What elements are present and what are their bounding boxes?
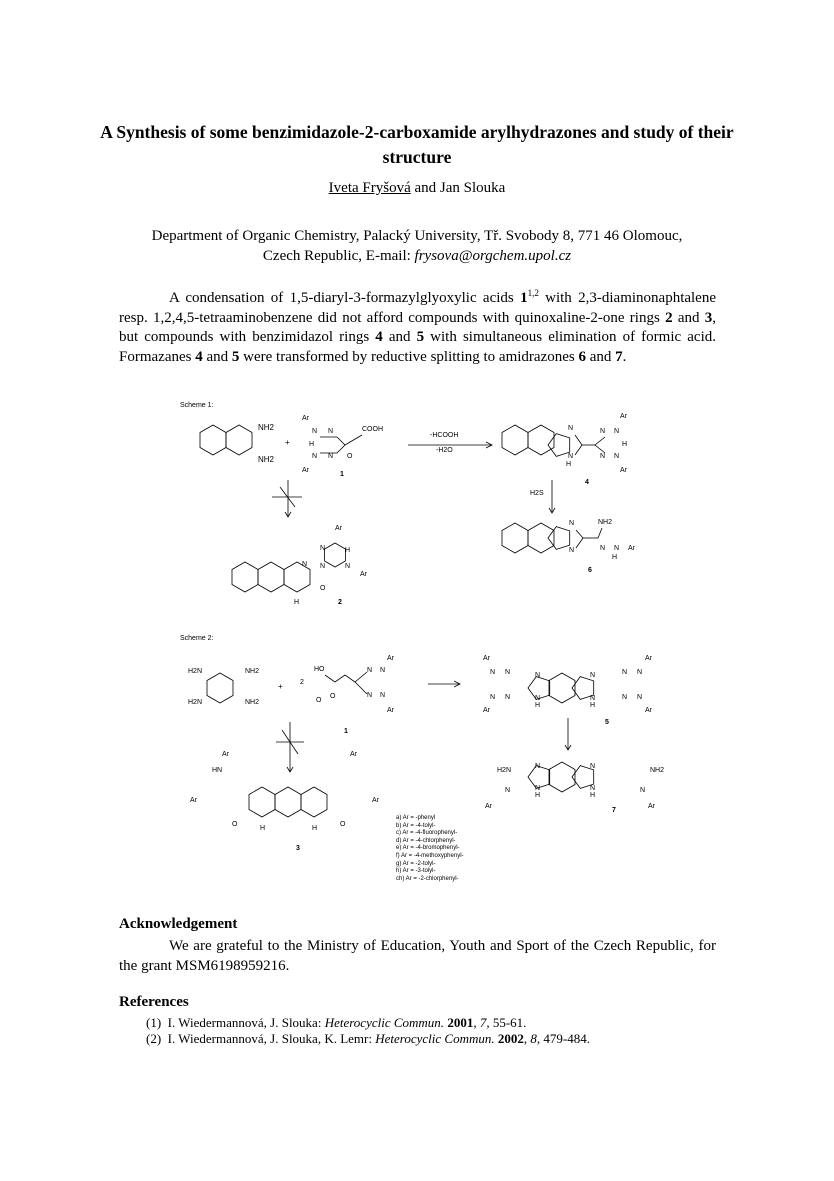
ring (232, 562, 258, 592)
svg-text:N: N (637, 669, 643, 676)
author-1: Iveta Fryšová (328, 180, 411, 196)
author-2: Jan Slouka (439, 180, 506, 196)
scheme1-label: Scheme 1: (180, 402, 214, 409)
svg-text:N: N (637, 694, 643, 701)
reagent-label: -H2O (436, 447, 453, 454)
ring (549, 673, 575, 703)
svg-text:N: N (569, 547, 575, 554)
svg-text:N: N (535, 785, 541, 792)
compound-number: 1 (344, 728, 348, 735)
svg-text:N: N (568, 453, 574, 460)
svg-text:+: + (278, 682, 283, 691)
svg-text:N: N (328, 428, 334, 435)
svg-text:Ar: Ar (350, 751, 357, 758)
svg-text:N: N (312, 428, 318, 435)
legend-item: e) Ar = -4-bromophenyl- (396, 845, 460, 852)
ring (200, 425, 226, 455)
ar-substituent-legend (396, 815, 464, 883)
ring (528, 523, 554, 553)
svg-text:Ar: Ar (485, 803, 492, 810)
reference-item: (2) I. Wiedermannová, J. Slouka, K. Lemr: Heterocyclic Commun. 2002, 8, 479-484. (146, 1031, 590, 1046)
label-ar: Ar (302, 467, 309, 474)
legend-item: f) Ar = -4-methoxyphenyl- (396, 852, 464, 859)
ring (258, 562, 284, 592)
svg-text:Ar: Ar (620, 467, 627, 474)
svg-text:N: N (505, 669, 511, 676)
svg-text:H: H (590, 702, 596, 709)
compound-number: 1 (340, 471, 344, 478)
svg-text:Ar: Ar (483, 707, 490, 714)
svg-text:N: N (614, 428, 620, 435)
ring-structures (200, 425, 594, 817)
svg-text:N: N (320, 545, 326, 552)
references-heading: References (119, 994, 189, 1010)
svg-text:H: H (312, 825, 318, 832)
svg-text:N: N (535, 672, 541, 679)
svg-text:H2N: H2N (497, 767, 512, 774)
svg-text:N: N (380, 692, 386, 699)
label-ar: Ar (302, 415, 309, 422)
svg-text:N: N (302, 561, 308, 568)
ring (528, 425, 554, 455)
reagent-label: H2S (530, 490, 544, 497)
svg-text:Ar: Ar (387, 655, 394, 662)
compound-number: 3 (296, 845, 300, 852)
ring (549, 762, 575, 792)
reference-item: (1) I. Wiedermannová, J. Slouka: Heterocyclic Commun. 2001, 7, 55-61. (146, 1015, 527, 1030)
ring (207, 673, 233, 703)
scheme2-label: Scheme 2: (180, 635, 214, 642)
svg-text:N: N (640, 787, 646, 794)
svg-text:N: N (490, 669, 496, 676)
ring (226, 425, 252, 455)
svg-text:N: N (590, 785, 596, 792)
svg-text:O: O (330, 693, 336, 700)
label-cooh: COOH (362, 426, 383, 433)
svg-text:Ar: Ar (335, 525, 342, 532)
svg-text:N: N (367, 667, 373, 674)
svg-text:N: N (505, 787, 511, 794)
ring (502, 523, 528, 553)
svg-text:N: N (328, 453, 334, 460)
svg-text:HO: HO (314, 666, 325, 673)
legend-item: a) Ar = -phenyl (396, 815, 436, 821)
ring (325, 543, 346, 567)
affiliation-country: Czech Republic, E-mail: (262, 248, 415, 264)
svg-text:Ar: Ar (222, 751, 229, 758)
svg-text:NH2: NH2 (245, 668, 260, 675)
svg-text:N: N (535, 763, 541, 770)
svg-text:Ar: Ar (360, 571, 367, 578)
svg-text:H: H (566, 461, 572, 468)
svg-text:H: H (345, 547, 351, 554)
acknowledgement-text: We are grateful to the Ministry of Education, Youth and Sport of the Czech Republic, for the grant MSM6198959216. (119, 938, 716, 974)
legend-item: ch) Ar = -2-chlorphenyl- (396, 875, 459, 882)
svg-text:2: 2 (300, 679, 304, 686)
svg-text:N: N (590, 695, 596, 702)
svg-text:N: N (614, 453, 620, 460)
svg-text:Ar: Ar (620, 413, 627, 420)
ring (249, 787, 275, 817)
svg-text:N: N (367, 692, 373, 699)
svg-text:Ar: Ar (645, 707, 652, 714)
ring (301, 787, 327, 817)
authors-and: and (410, 180, 440, 196)
abstract: A condensation of 1,5-diaryl-3-formazylglyoxylic acids 1$^{1,2}$ with 2,3-diaminonaphtalene resp. 1,2,4,5-tetraaminobenzene did not afford compounds with quinoxaline-2-one rings 2 and 3, but compounds with benzimidazol rings 4 and 5 with simultaneous elimination of formic acid. Formazanes 4 and 5 were transformed by reductive splitting to amidrazones 6 and 7. (119, 288, 716, 365)
compound-number: 6 (588, 567, 592, 574)
svg-text:N: N (622, 669, 628, 676)
svg-text:NH2: NH2 (598, 519, 613, 526)
svg-text:H2N: H2N (188, 668, 203, 675)
svg-text:O: O (232, 821, 238, 828)
legend-item: c) Ar = -4-fluorophenyl- (396, 830, 458, 837)
compound-number: 7 (612, 807, 616, 814)
svg-text:O: O (347, 453, 353, 460)
compound-number: 2 (338, 599, 342, 606)
label-nh2: NH2 (258, 423, 275, 432)
svg-text:NH2: NH2 (245, 699, 260, 706)
compound-number: 5 (605, 719, 609, 726)
svg-text:H: H (294, 599, 300, 606)
svg-text:N: N (490, 694, 496, 701)
legend-item: d) Ar = -4-chlorphenyl- (396, 837, 456, 844)
svg-text:N: N (535, 695, 541, 702)
svg-text:H2N: H2N (188, 699, 203, 706)
svg-text:Ar: Ar (190, 797, 197, 804)
svg-text:H: H (535, 702, 541, 709)
ring (548, 527, 570, 550)
svg-text:N: N (505, 694, 511, 701)
svg-text:NH2: NH2 (650, 767, 665, 774)
svg-text:Ar: Ar (648, 803, 655, 810)
svg-text:O: O (340, 821, 346, 828)
legend-item: g) Ar = -2-tolyl- (396, 860, 436, 867)
compound-number: 4 (585, 479, 589, 486)
svg-text:N: N (590, 672, 596, 679)
reagent-label: -HCOOH (430, 432, 459, 439)
svg-text:H: H (590, 792, 596, 799)
acknowledgement-heading: Acknowledgement (119, 916, 238, 932)
legend-item: h) Ar = -3-tolyl- (396, 868, 436, 875)
svg-text:N: N (600, 428, 606, 435)
svg-text:N: N (380, 667, 386, 674)
paper-title: A Synthesis of some benzimidazole-2-carboxamide arylhydrazones and study of their structure (100, 122, 734, 167)
ring (502, 425, 528, 455)
svg-text:N: N (600, 545, 606, 552)
legend-item: b) Ar = -4-tolyl- (396, 822, 436, 829)
svg-text:N: N (590, 763, 596, 770)
svg-text:Ar: Ar (372, 797, 379, 804)
svg-text:N: N (312, 453, 318, 460)
svg-text:HN: HN (212, 767, 223, 774)
svg-text:H: H (622, 441, 628, 448)
ring (275, 787, 301, 817)
plus-sign: + (285, 438, 290, 447)
svg-text:N: N (614, 545, 620, 552)
svg-text:O: O (320, 585, 326, 592)
svg-text:Ar: Ar (387, 707, 394, 714)
svg-text:Ar: Ar (645, 655, 652, 662)
svg-text:N: N (320, 563, 326, 570)
ring (548, 434, 570, 457)
svg-text:N: N (568, 425, 574, 432)
svg-text:H: H (612, 554, 618, 561)
svg-text:Ar: Ar (628, 545, 635, 552)
svg-text:N: N (622, 694, 628, 701)
svg-text:Ar: Ar (483, 655, 490, 662)
label-nh2: NH2 (258, 455, 275, 464)
affiliation-line: Department of Organic Chemistry, Palacký University, Tř. Svobody 8, 771 46 Olomouc, (151, 228, 683, 244)
svg-text:O: O (316, 697, 322, 704)
svg-text:N: N (569, 520, 575, 527)
email-link[interactable]: frysova@orgchem.upol.cz (414, 248, 572, 264)
svg-text:H: H (309, 441, 315, 448)
svg-text:N: N (600, 453, 606, 460)
svg-text:H: H (260, 825, 266, 832)
svg-text:H: H (535, 792, 541, 799)
svg-text:N: N (345, 563, 351, 570)
